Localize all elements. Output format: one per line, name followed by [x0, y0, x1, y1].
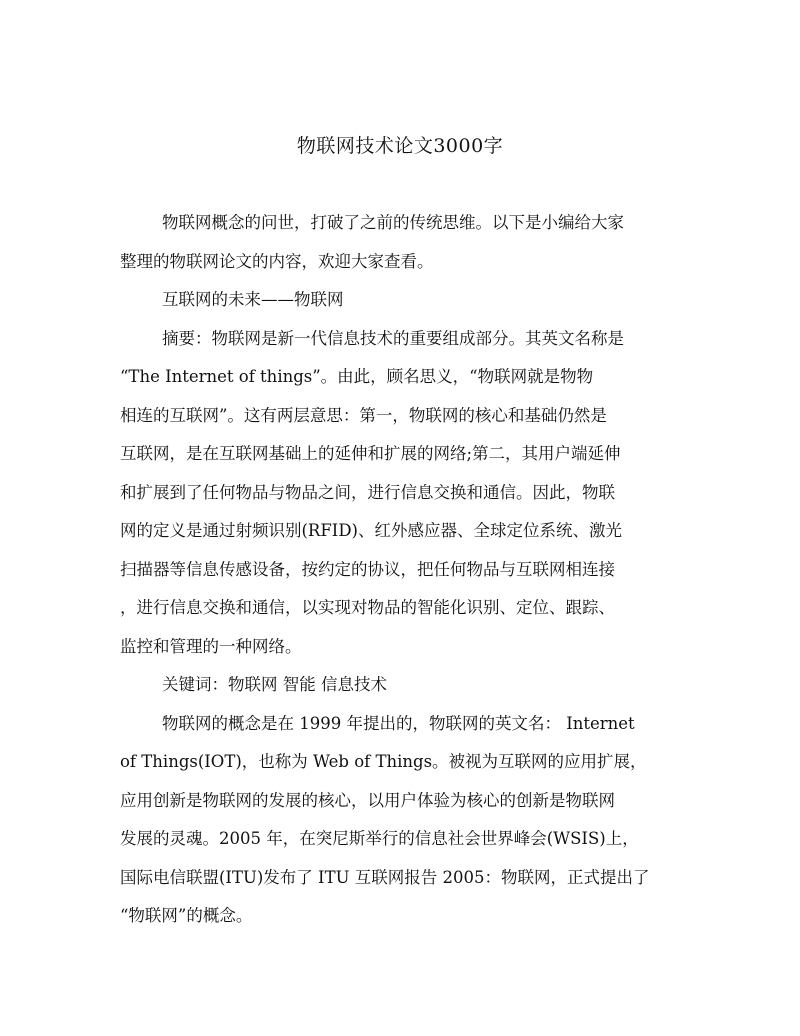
body-line: 网的定义是通过射频识别(RFID)、红外感应器、全球定位系统、激光 — [120, 521, 622, 540]
body-line: 应用创新是物联网的发展的核心，以用户体验为核心的创新是物联网 — [120, 790, 615, 810]
body-line: “The Internet of things”。由此，顾名思义，“物联网就是物物 — [120, 367, 594, 386]
body-line: 国际电信联盟(ITU)发布了 ITU 互联网报告 2005：物联网，正式提出了 — [120, 867, 650, 887]
body-line: 物联网概念的问世，打破了之前的传统思维。以下是小编给大家 — [162, 213, 624, 232]
body-line: 互联网，是在互联网基础上的延伸和扩展的网络;第二，其用户端延伸 — [120, 444, 621, 463]
body-line: 和扩展到了任何物品与物品之间，进行信息交换和通信。因此，物联 — [120, 482, 615, 502]
body-line: 扫描器等信息传感设备，按约定的协议，把任何物品与互联网相连接 — [120, 559, 615, 579]
document-body — [120, 204, 680, 936]
body-line: 物联网的概念是在 1999 年提出的，物联网的英文名： Internet — [162, 713, 635, 733]
body-line: 监控和管理的一种网络。 — [120, 636, 302, 656]
body-line: 摘要：物联网是新一代信息技术的重要组成部分。其英文名称是 — [162, 328, 624, 348]
body-line: 关键词：物联网 智能 信息技术 — [162, 675, 387, 694]
body-line: 互联网的未来——物联网 — [162, 290, 344, 309]
body-line: 发展的灵魂。2005 年，在突尼斯举行的信息社会世界峰会(WSIS)上， — [120, 829, 639, 848]
body-line: 整理的物联网论文的内容，欢迎大家查看。 — [120, 251, 434, 271]
body-line: ，进行信息交换和通信，以实现对物品的智能化识别、定位、跟踪、 — [120, 598, 615, 617]
body-line: “物联网”的概念。 — [120, 906, 253, 925]
body-line: of Things(IOT)，也称为 Web of Things。被视为互联网的应用扩展， — [120, 752, 647, 771]
body-line: 相连的互联网”。这有两层意思：第一，物联网的核心和基础仍然是 — [120, 405, 607, 425]
document-title: 物联网技术论文3000字 — [296, 135, 504, 157]
